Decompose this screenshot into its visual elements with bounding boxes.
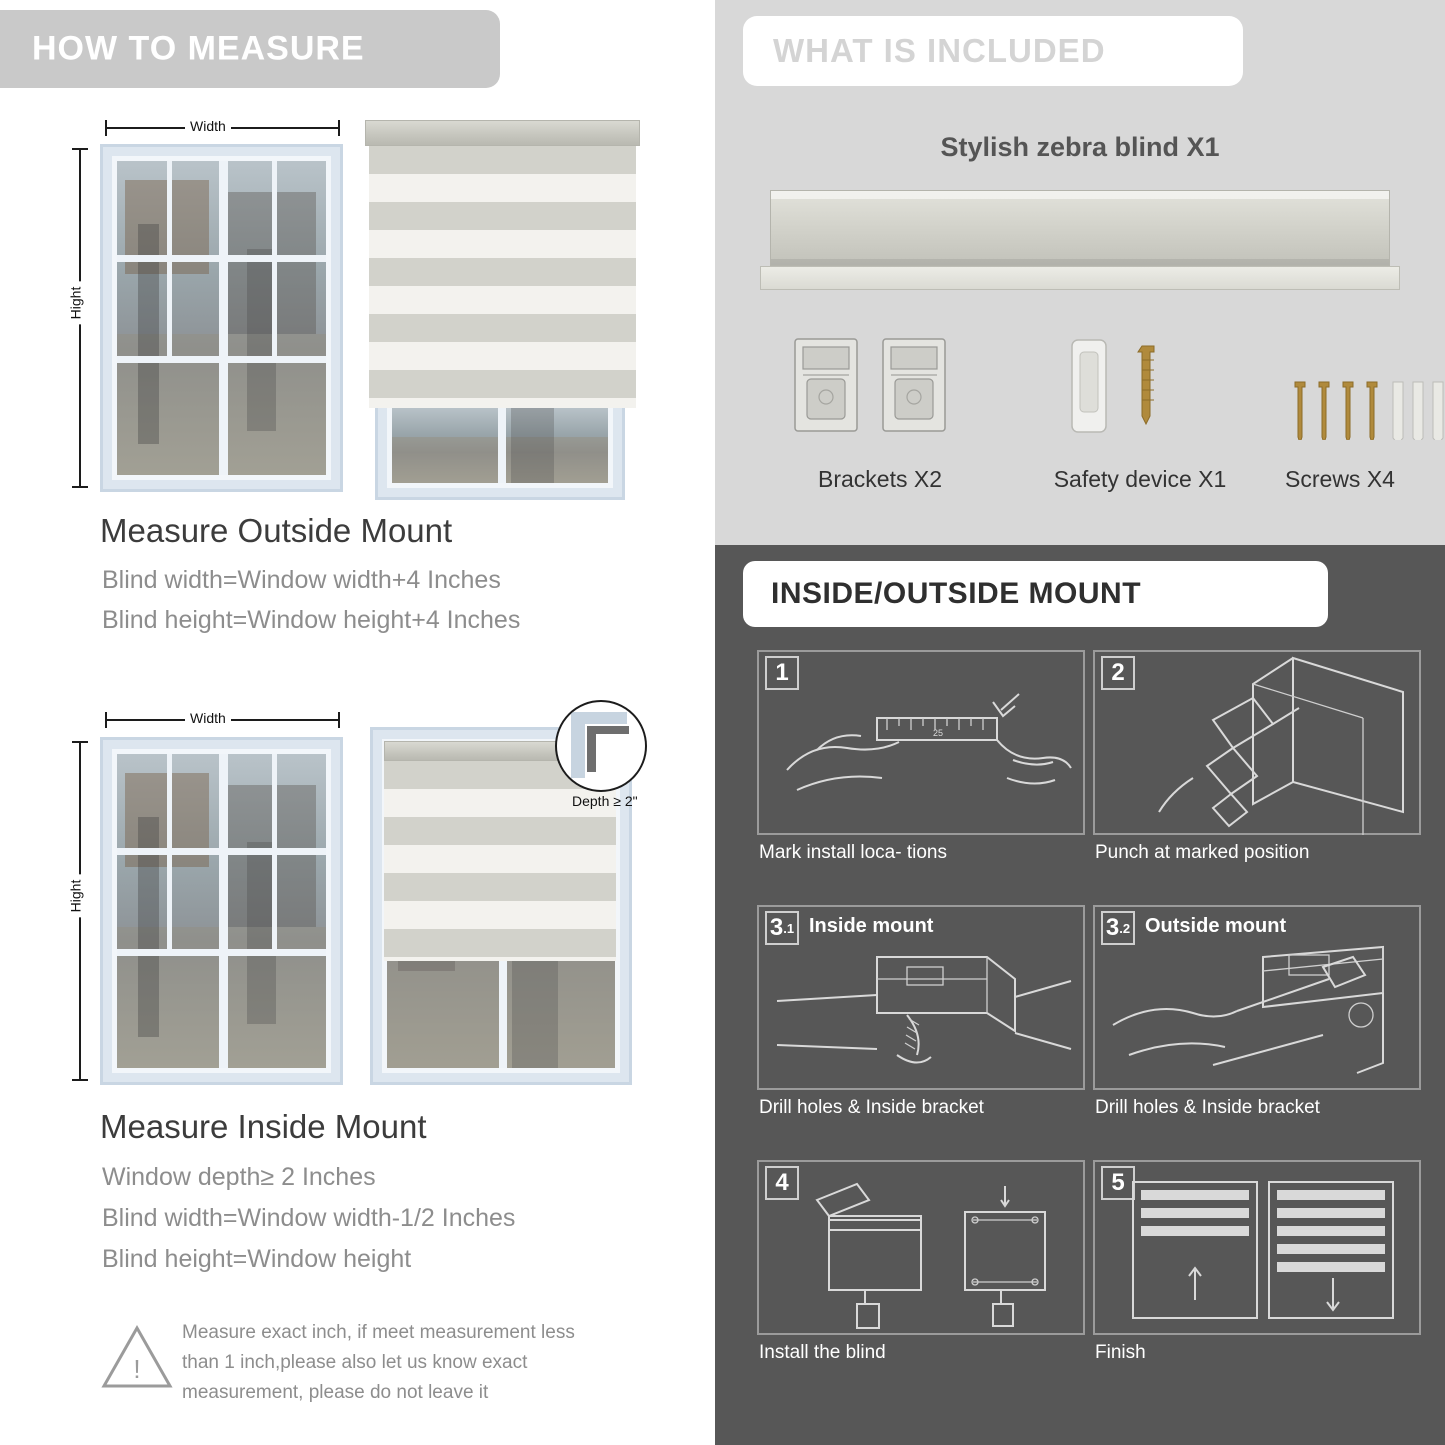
step-1-illustration bbox=[757, 650, 1085, 835]
blind-headrail-large bbox=[770, 190, 1390, 266]
zebra-fabric bbox=[369, 146, 636, 408]
how-to-measure-header bbox=[0, 10, 500, 88]
blind-bottom-rail-large bbox=[760, 266, 1400, 290]
outside-mount-figure bbox=[60, 110, 660, 500]
outside-mount-line-1: Blind width=Window width+4 Inches bbox=[102, 566, 501, 594]
warning-line-1: Measure exact inch, if meet measurement less bbox=[182, 1322, 575, 1343]
svg-text:25: 25 bbox=[933, 728, 944, 738]
how-to-measure-panel bbox=[0, 0, 715, 1445]
step-2-number: 2 bbox=[1101, 656, 1135, 690]
window-mullion-vertical bbox=[219, 161, 228, 475]
step-1-caption: Mark install loca- tions bbox=[759, 842, 947, 863]
inside-outside-mount-title: INSIDE/OUTSIDE MOUNT bbox=[771, 577, 1142, 610]
step-3-2-caption: Drill holes & Inside bracket bbox=[1095, 1097, 1320, 1118]
step-4-caption: Install the blind bbox=[759, 1342, 886, 1363]
step-3-2-illustration bbox=[1093, 905, 1421, 1090]
blind-product-label: Stylish zebra blind X1 bbox=[940, 132, 1220, 162]
tick bbox=[72, 486, 88, 488]
window-mullion-horizontal bbox=[117, 356, 326, 363]
inside-outside-mount-panel bbox=[715, 545, 1445, 1445]
window-frame bbox=[112, 749, 331, 1073]
tick bbox=[338, 712, 340, 728]
tick bbox=[72, 741, 88, 743]
step-1-number: 1 bbox=[765, 656, 799, 690]
window-mullion-vertical bbox=[272, 161, 277, 356]
depth-label: Depth ≥ 2" bbox=[572, 793, 638, 809]
window-mullion-vertical bbox=[272, 754, 277, 949]
tick bbox=[72, 1079, 88, 1081]
window-mullion-horizontal bbox=[117, 848, 326, 855]
inside-height-label: Hight bbox=[67, 875, 83, 918]
step-5-illustration bbox=[1093, 1160, 1421, 1335]
blind-outside-mount bbox=[365, 120, 645, 500]
how-to-measure-title: HOW TO MEASURE bbox=[32, 29, 365, 68]
safety-device-icon bbox=[1050, 330, 1230, 440]
tick bbox=[105, 120, 107, 136]
inside-mount-line-3: Blind height=Window height bbox=[102, 1245, 412, 1273]
screws-label: Screws X4 bbox=[1285, 466, 1395, 492]
step-3-1 bbox=[757, 905, 1085, 1118]
outside-mount-title: Measure Outside Mount bbox=[100, 512, 453, 549]
brackets-icon bbox=[785, 335, 975, 440]
tick bbox=[338, 120, 340, 136]
screws-icon bbox=[1285, 330, 1445, 440]
step-3-1-caption: Drill holes & Inside bracket bbox=[759, 1097, 984, 1118]
warning-block bbox=[100, 1318, 660, 1418]
window-outside-mount bbox=[100, 144, 343, 492]
step-4 bbox=[757, 1160, 1085, 1363]
depth-detail-callout bbox=[555, 700, 647, 792]
window-inside-mount bbox=[100, 737, 343, 1085]
step-5-number: 5 bbox=[1101, 1166, 1135, 1200]
step-3-1-inline-label: Inside mount bbox=[809, 915, 934, 937]
blind-headrail bbox=[365, 120, 640, 146]
inside-width-label: Width bbox=[185, 710, 231, 726]
screw-icon bbox=[1138, 346, 1154, 424]
warning-triangle-icon bbox=[100, 1322, 174, 1392]
step-2 bbox=[1093, 650, 1421, 863]
what-is-included-title: WHAT IS INCLUDED bbox=[773, 32, 1106, 69]
outside-height-label: Hight bbox=[67, 282, 83, 325]
zebra-fabric bbox=[384, 761, 616, 961]
inside-outside-mount-header bbox=[743, 561, 1328, 627]
window-mullion-horizontal bbox=[117, 949, 326, 956]
window-frame bbox=[112, 156, 331, 480]
inside-mount-figure bbox=[60, 705, 680, 1095]
inside-mount-line-2: Blind width=Window width-1/2 Inches bbox=[102, 1204, 516, 1232]
window-mullion-vertical bbox=[498, 407, 506, 483]
step-3-2-inline-label: Outside mount bbox=[1145, 915, 1287, 937]
step-2-caption: Punch at marked position bbox=[1095, 842, 1310, 863]
step-5 bbox=[1093, 1160, 1421, 1363]
outside-mount-line-2: Blind height=Window height+4 Inches bbox=[102, 606, 521, 634]
inside-mount-title: Measure Inside Mount bbox=[100, 1108, 427, 1145]
step-3-1-number: 3 .1 bbox=[765, 911, 799, 945]
warning-line-2: than 1 inch,please also let us know exact bbox=[182, 1352, 528, 1373]
step-2-illustration bbox=[1093, 650, 1421, 835]
tick bbox=[72, 148, 88, 150]
step-3-2-number: 3 .2 bbox=[1101, 911, 1135, 945]
brackets-label: Brackets X2 bbox=[818, 466, 942, 492]
window-mullion-vertical bbox=[167, 754, 172, 949]
window-mullion-vertical bbox=[167, 161, 172, 356]
step-4-illustration bbox=[757, 1160, 1085, 1335]
step-3-2 bbox=[1093, 905, 1421, 1118]
what-is-included-header bbox=[743, 16, 1243, 86]
what-is-included-panel bbox=[715, 0, 1445, 545]
step-3-1-illustration bbox=[757, 905, 1085, 1090]
step-1 bbox=[757, 650, 1085, 863]
step-4-number: 4 bbox=[765, 1166, 799, 1200]
screws-group bbox=[1285, 330, 1445, 440]
warning-line-3: measurement, please do not leave it bbox=[182, 1382, 489, 1403]
tick bbox=[105, 712, 107, 728]
safety-device-label: Safety device X1 bbox=[1053, 466, 1227, 492]
bracket-parts-group bbox=[785, 335, 975, 440]
window-mullion-vertical bbox=[219, 754, 228, 1068]
step-5-caption: Finish bbox=[1095, 1342, 1146, 1363]
svg-text:!: ! bbox=[133, 1354, 141, 1384]
window-mullion-horizontal bbox=[117, 255, 326, 262]
inside-mount-line-1: Window depth≥ 2 Inches bbox=[102, 1163, 376, 1191]
window-frame bbox=[387, 402, 613, 488]
outside-width-label: Width bbox=[185, 118, 231, 134]
safety-device-group bbox=[1050, 330, 1230, 440]
